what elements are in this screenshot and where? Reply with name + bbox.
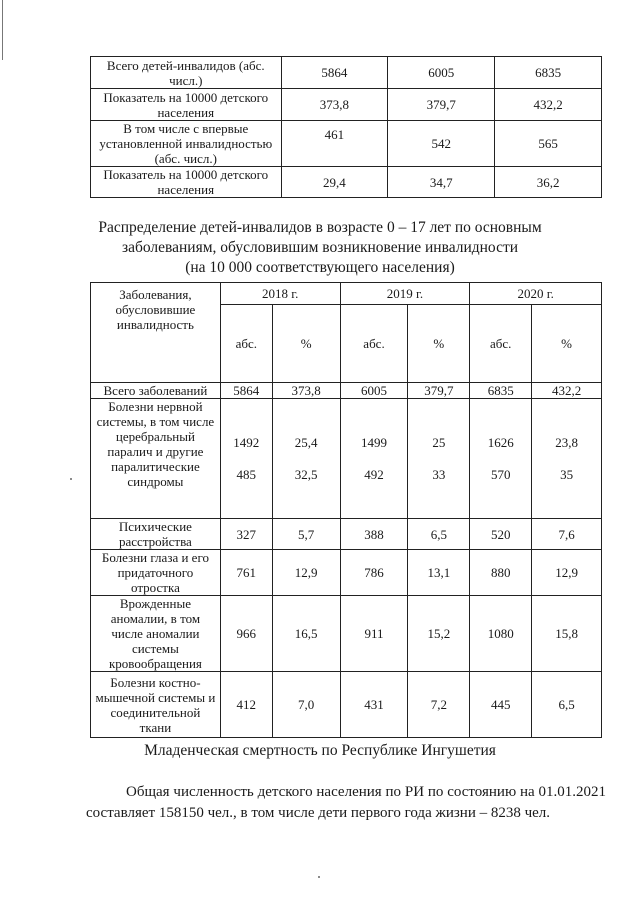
table-row [91, 550, 602, 596]
row-label: Всего заболеваний [91, 383, 221, 399]
cell-2019: 6005 [388, 57, 495, 89]
cell-value: 25 [432, 435, 446, 450]
scan-speck [70, 478, 72, 480]
header-pct: % [532, 305, 602, 383]
cell-2019: 379,7 [388, 89, 495, 121]
cell-value: 7,2 [408, 672, 470, 738]
cell-value: 23,8 [555, 435, 578, 450]
row-label: Показатель на 10000 детского населения [91, 167, 282, 198]
cell-pair [340, 399, 408, 519]
header-diseases: Заболевания, обусловившие инвалидность [91, 283, 221, 383]
disease-distribution-table [90, 282, 602, 738]
section-title-distribution [0, 218, 640, 278]
cell-value: 485 [236, 467, 257, 482]
cell-value: 6,5 [532, 672, 602, 738]
cell-value: 786 [340, 550, 408, 596]
table-row [91, 383, 602, 399]
cell-pair [532, 399, 602, 519]
cell-value: 25,4 [294, 435, 318, 450]
cell-2020: 6835 [495, 57, 602, 89]
title-line: (на 10 000 соответствующего населения) [185, 259, 455, 276]
cell-value: 1080 [470, 596, 532, 672]
cell-value: 13,1 [408, 550, 470, 596]
cell-value: 7,6 [532, 519, 602, 550]
cell-pair [272, 399, 340, 519]
cell-value: 6,5 [408, 519, 470, 550]
cell-2020: 565 [495, 121, 602, 167]
cell-2019: 542 [388, 121, 495, 167]
header-abs: абс. [340, 305, 408, 383]
cell-value: 32,5 [294, 467, 318, 482]
cell-value: 432,2 [532, 383, 602, 399]
cell-value: 966 [220, 596, 272, 672]
cell-value: 379,7 [408, 383, 470, 399]
disabled-children-summary-table [90, 56, 602, 198]
cell-2018: 461 [281, 121, 388, 167]
row-label: В том числе с впервые установленной инвалидностью (абс. числ.) [91, 121, 282, 167]
table-row [91, 399, 602, 519]
cell-2018: 373,8 [281, 89, 388, 121]
cell-value: 445 [470, 672, 532, 738]
cell-value: 16,5 [272, 596, 340, 672]
cell-value: 12,9 [272, 550, 340, 596]
cell-value: 880 [470, 550, 532, 596]
header-year-2020: 2020 г. [470, 283, 602, 305]
row-label: Психические расстройства [91, 519, 221, 550]
cell-value: 6005 [340, 383, 408, 399]
cell-2020: 36,2 [495, 167, 602, 198]
cell-value: 5,7 [272, 519, 340, 550]
header-abs: абс. [220, 305, 272, 383]
table-row [91, 57, 602, 89]
header-year-2019: 2019 г. [340, 283, 470, 305]
cell-value: 570 [490, 467, 511, 482]
row-label: Болезни глаза и его придаточного отростка [91, 550, 221, 596]
table-row [91, 596, 602, 672]
cell-value: 1492 [233, 435, 260, 450]
cell-2020: 432,2 [495, 89, 602, 121]
cell-value: 1626 [487, 435, 514, 450]
table-row [91, 672, 602, 738]
cell-value: 388 [340, 519, 408, 550]
row-label: Болезни костно-мышечной системы и соединительной ткани [91, 672, 221, 738]
cell-value: 373,8 [272, 383, 340, 399]
title-line: заболеваниям, обусловившим возникновение инвалидности [121, 239, 519, 256]
cell-value: 431 [340, 672, 408, 738]
cell-value: 327 [220, 519, 272, 550]
row-label: Показатель на 10000 детского населения [91, 89, 282, 121]
section-title-infant-mortality: Младенческая смертность по Республике Ингушетия [144, 742, 496, 759]
table-row [91, 89, 602, 121]
row-label: Врожденные аномалии, в том числе аномалии системы кровообращения [91, 596, 221, 672]
header-abs: абс. [470, 305, 532, 383]
table-header-row [91, 283, 602, 305]
row-label: Всего детей-инвалидов (абс. числ.) [91, 57, 282, 89]
cell-pair [470, 399, 532, 519]
cell-value: 12,9 [532, 550, 602, 596]
cell-value: 6835 [470, 383, 532, 399]
cell-value: 911 [340, 596, 408, 672]
header-pct: % [408, 305, 470, 383]
cell-value: 1499 [361, 435, 387, 450]
cell-value: 7,0 [272, 672, 340, 738]
scan-speck [318, 876, 320, 878]
cell-value: 15,8 [532, 596, 602, 672]
cell-value: 412 [220, 672, 272, 738]
cell-pair [408, 399, 470, 519]
row-label: Болезни нервной системы, в том числе церебральный паралич и другие паралитические синдромы [91, 399, 221, 519]
cell-value: 761 [220, 550, 272, 596]
cell-pair [220, 399, 272, 519]
cell-value: 33 [432, 467, 446, 482]
table-row [91, 519, 602, 550]
title-line: Распределение детей-инвалидов в возрасте 0 – 17 лет по основным [98, 219, 542, 236]
cell-2018: 29,4 [281, 167, 388, 198]
cell-value: 520 [470, 519, 532, 550]
header-year-2018: 2018 г. [220, 283, 340, 305]
cell-value: 5864 [220, 383, 272, 399]
cell-value: 15,2 [408, 596, 470, 672]
cell-2019: 34,7 [388, 167, 495, 198]
scan-edge-line [2, 0, 3, 60]
cell-value: 492 [364, 467, 384, 482]
header-pct: % [272, 305, 340, 383]
body-paragraph: Общая численность детского населения по РИ по состоянию на 01.01.2021 составляет 158150 чел., в том числе дети первого года жизни – 8238 чел. [86, 784, 606, 821]
cell-2018: 5864 [281, 57, 388, 89]
cell-value: 35 [560, 467, 574, 482]
table-row [91, 121, 602, 167]
table-row [91, 167, 602, 198]
